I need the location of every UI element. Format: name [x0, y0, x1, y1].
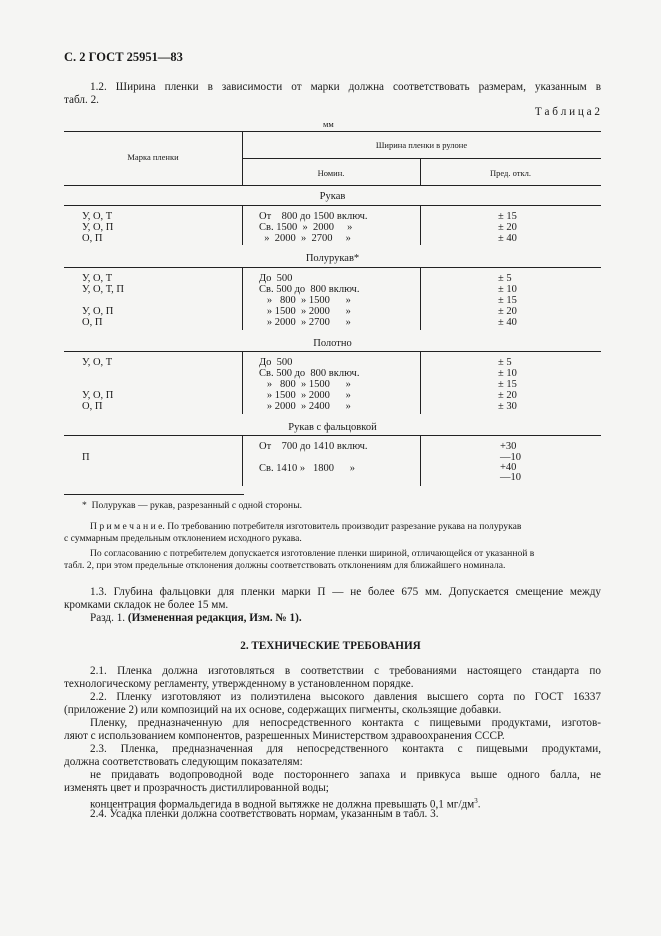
para-2-2-line-3: Пленку, предназначенную для непосредственного контакта с пищевыми продуктами, изготов-	[90, 717, 601, 729]
unit-label: мм	[323, 119, 334, 129]
section-2-title: 2. ТЕХНИЧЕСКИЕ ТРЕБОВАНИЯ	[240, 640, 421, 652]
note-2-line-1: По согласованию с потребителем допускается изготовление пленки шириной, отличающейся от указанной в	[90, 548, 535, 559]
table-header-bottom-rule	[64, 185, 601, 186]
footnote: * Полурукав — рукав, разрезанный с одной стороны.	[82, 500, 303, 511]
section-vrule-1b	[420, 205, 421, 245]
table-row: ± 5	[498, 273, 512, 284]
table-row: » 1500 » 2000 »	[259, 306, 351, 317]
table-row: От 700 до 1410 включ.	[259, 441, 368, 452]
table-row: +30	[500, 441, 517, 452]
col-mark-header: Марка пленки	[127, 152, 179, 162]
table-row: —10	[500, 472, 521, 483]
table-row: ± 10	[498, 368, 517, 379]
para-1-3-line-3	[90, 612, 302, 625]
table-row: Св. 1500 » 2000 »	[259, 222, 353, 233]
para-2-1-line-1: 2.1. Пленка должна изготовляться в соответствии с требованиями настоящего стандарта по	[90, 665, 601, 677]
section-vrule-3a	[242, 351, 243, 414]
table-top-rule	[64, 131, 601, 132]
para-1-3-line-2: кромками складок не более 15 мм.	[64, 599, 229, 611]
table-row: От 800 до 1500 включ.	[259, 211, 368, 222]
para-2-3-line-3: не придавать водопроводной воде постороннего запаха и привкуса выше одного балла, не	[90, 769, 601, 781]
table-row: ± 40	[498, 233, 517, 244]
table-row: У, О, П	[82, 306, 114, 317]
table-row: П	[82, 452, 90, 463]
section-vrule-3b	[420, 351, 421, 414]
amendment-note: (Измененная редакция, Изм. № 1).	[127, 612, 302, 624]
section-title-rukav: Рукав	[319, 191, 346, 202]
table-label: Т а б л и ц а 2	[534, 106, 600, 118]
table-row: О, П	[82, 233, 103, 244]
table-row: О, П	[82, 317, 103, 328]
table-row: » 1500 » 2000 »	[259, 390, 351, 401]
unit-superscript: 3	[474, 797, 478, 805]
table-header-mid-rule	[242, 158, 601, 159]
para-2-2-line-2: (приложение 2) или композиций на их основе, содержащих пигменты, скользящие добавки.	[64, 704, 502, 716]
section-vrule-4b	[420, 435, 421, 486]
section-rule-4	[64, 435, 601, 436]
note-2-line-2: табл. 2, при этом предельные отклонения должны соответствовать отклонениям для ближайшего номинала.	[64, 560, 506, 571]
section-title-polurukav: Полурукав*	[305, 253, 360, 264]
para-2-2-line-4: ляют с использованием компонентов, разрешенных Министерством здравоохранения СССР.	[64, 730, 505, 742]
table-row: ± 10	[498, 284, 517, 295]
period: .	[477, 798, 481, 811]
para-1-3-line-1: 1.3. Глубина фальцовки для пленки марки П — не более 675 мм. Допускается смещение между	[90, 586, 601, 598]
table-row: О, П	[82, 401, 103, 412]
table-row: До 500	[259, 273, 293, 284]
col-dev-header: Пред. откл.	[490, 168, 531, 178]
table-row: » 800 » 1500 »	[259, 295, 351, 306]
table-row: ± 30	[498, 401, 517, 412]
table-row: ± 20	[498, 306, 517, 317]
table-row: У, О, П	[82, 390, 114, 401]
table-row: » 2000 » 2400 »	[259, 401, 351, 412]
col-nom-header: Номин.	[317, 168, 345, 178]
para-2-4-line-1: 2.4. Усадка пленки должна соответствовать нормам, указанным в табл. 3.	[90, 808, 439, 820]
table-row: У, О, Т	[82, 357, 113, 368]
note-label: П р и м е ч а н и е.	[90, 521, 165, 532]
section-rule-3	[64, 351, 601, 352]
table-row: ± 15	[498, 379, 517, 390]
table-row: У, О, Т	[82, 273, 113, 284]
table-row: » 2000 » 2700 »	[259, 317, 351, 328]
table-row: Св. 1410 » 1800 »	[259, 463, 355, 474]
table-row: У, О, Т	[82, 211, 113, 222]
para-2-3-line-2: должна соответствовать следующим показателям:	[64, 756, 303, 768]
section-vrule-4a	[242, 435, 243, 486]
para-2-3-line-1: 2.3. Пленка, предназначенная для непосредственного контакта с пищевыми продуктами,	[90, 743, 601, 755]
formaldehyde-text: концентрация формальдегида в водной вытяжке не должна превышать 0,1 мг/дм	[90, 798, 475, 811]
section-vrule-1a	[242, 205, 243, 245]
table-row: ± 20	[498, 390, 517, 401]
table-row: Св. 500 до 800 включ.	[259, 368, 360, 379]
para-2-2-line-1: 2.2. Пленку изготовляют из полиэтилена высокого давления высшего сорта по ГОСТ 16337	[90, 691, 601, 703]
para-2-3-line-4: изменять цвет и прозрачность дистиллированной воды;	[64, 782, 329, 794]
intro-line-1: 1.2. Ширина пленки в зависимости от марки должна соответствовать размерам, указанным в	[90, 81, 601, 93]
note-1-text: По требованию потребителя изготовитель производит разрезание рукава на полурукав	[164, 521, 522, 532]
section-vrule-2a	[242, 267, 243, 330]
table-row: У, О, П	[82, 222, 114, 233]
note-1-line-2: с суммарным предельным отклонением исходного рукава.	[64, 533, 302, 544]
table-row: » 2000 » 2700 »	[259, 233, 351, 244]
table-row: ± 40	[498, 317, 517, 328]
table-row: До 500	[259, 357, 293, 368]
page-header: С. 2 ГОСТ 25951—83	[64, 50, 183, 64]
section-title-falcovka: Рукав с фальцовкой	[288, 422, 377, 433]
table-row: » 800 » 1500 »	[259, 379, 351, 390]
section-title-polotno: Полотно	[313, 338, 352, 349]
table-row: У, О, Т, П	[82, 284, 124, 295]
col-width-header: Ширина пленки в рулоне	[375, 140, 468, 150]
footnote-rule	[64, 494, 244, 495]
para-2-1-line-2: технологическому регламенту, утвержденному в установленном порядке.	[64, 678, 414, 690]
table-row: +40	[500, 462, 517, 473]
table-row: ± 20	[498, 222, 517, 233]
table-row: Св. 500 до 800 включ.	[259, 284, 360, 295]
table-row: ± 5	[498, 357, 512, 368]
table-row: ± 15	[498, 211, 517, 222]
table-row: —10	[500, 452, 521, 463]
section-ref: Разд. 1.	[90, 612, 128, 624]
section-vrule-2b	[420, 267, 421, 330]
intro-line-2: табл. 2.	[64, 94, 99, 106]
table-row: ± 15	[498, 295, 517, 306]
section-rule-2	[64, 267, 601, 268]
section-rule-1	[64, 205, 601, 206]
note-1-line-1	[90, 521, 601, 533]
